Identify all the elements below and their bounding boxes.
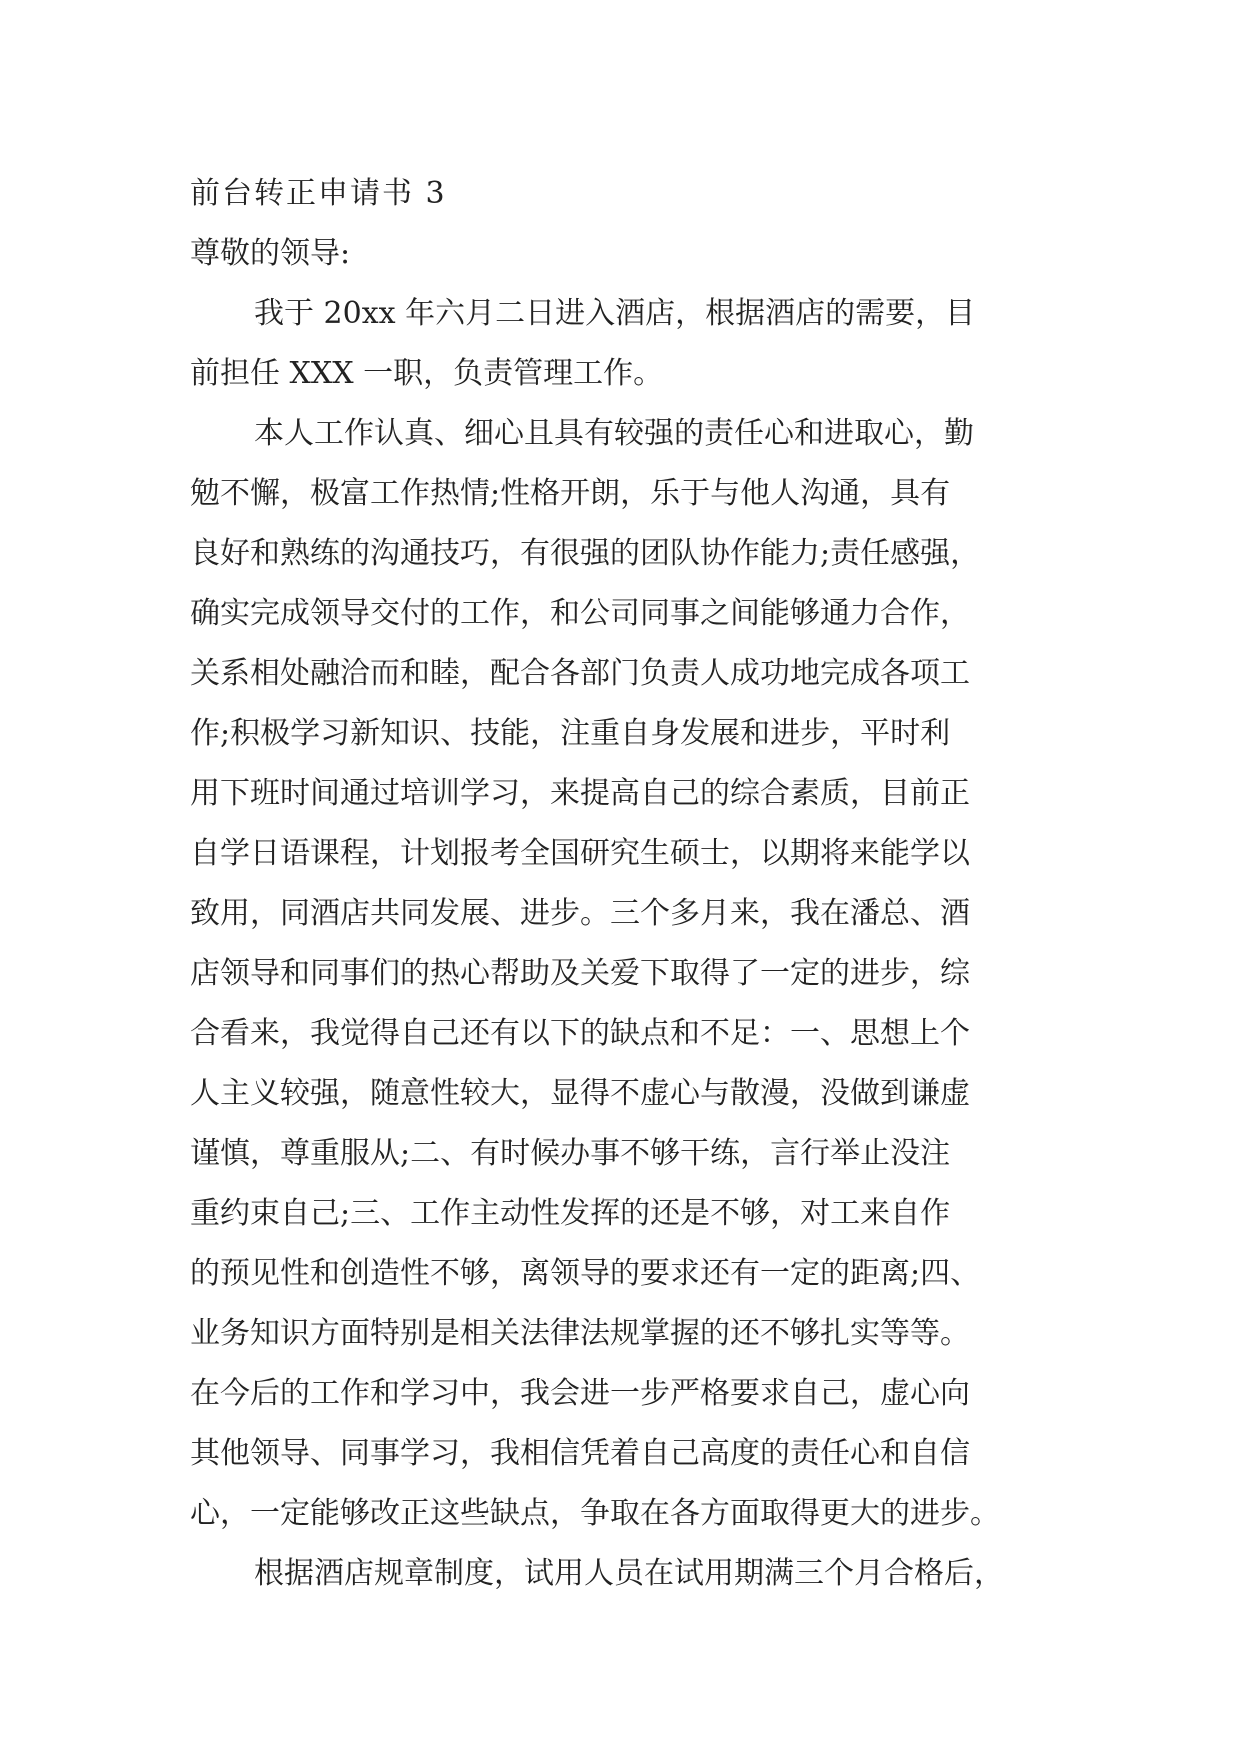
paragraph-line: 作;积极学习新知识、技能，注重自身发展和进步，平时利 [190, 716, 951, 751]
paragraph-line: 良好和熟练的沟通技巧，有很强的团队协作能力;责任感强， [190, 536, 981, 571]
document-title: 前台转正申请书 3 [190, 176, 447, 211]
paragraph-line: 勉不懈，极富工作热情;性格开朗，乐于与他人沟通，具有 [190, 476, 951, 511]
paragraph-line: 自学日语课程，计划报考全国研究生硕士，以期将来能学以 [190, 836, 970, 871]
paragraph-line: 合看来，我觉得自己还有以下的缺点和不足：一、思想上个 [190, 1016, 970, 1051]
paragraph-3 [190, 1544, 1070, 1604]
paragraph-line: 业务知识方面特别是相关法律法规掌握的还不够扎实等等。 [190, 1316, 970, 1351]
paragraph-line: 致用，同酒店共同发展、进步。三个多月来，我在潘总、酒 [190, 896, 970, 931]
paragraph-line: 关系相处融洽而和睦，配合各部门负责人成功地完成各项工 [190, 656, 970, 691]
paragraph-line: 在今后的工作和学习中，我会进一步严格要求自己，虚心向 [190, 1376, 970, 1411]
paragraph-line: 确实完成领导交付的工作，和公司同事之间能够通力合作， [190, 596, 970, 631]
paragraph-line: 前担任 XXX 一职，负责管理工作。 [190, 356, 664, 391]
paragraph-line: 用下班时间通过培训学习，来提高自己的综合素质，目前正 [190, 776, 970, 811]
paragraph-line: 其他领导、同事学习，我相信凭着自己高度的责任心和自信 [190, 1436, 970, 1471]
paragraph-line: 店领导和同事们的热心帮助及关爱下取得了一定的进步，综 [190, 956, 970, 991]
paragraph-line: 谨慎，尊重服从;二、有时候办事不够干练，言行举止没注 [190, 1136, 951, 1171]
paragraph-line: 的预见性和创造性不够，离领导的要求还有一定的距离;四、 [190, 1256, 981, 1291]
paragraph-line: 本人工作认真、细心且具有较强的责任心和进取心，勤 [254, 416, 974, 451]
document-body [190, 164, 1070, 1604]
paragraph-2 [190, 404, 1070, 1544]
paragraph-line: 心，一定能够改正这些缺点，争取在各方面取得更大的进步。 [190, 1496, 1000, 1531]
paragraph-line: 根据酒店规章制度，试用人员在试用期满三个月合格后， [254, 1556, 1004, 1591]
paragraph-1 [190, 284, 1070, 404]
paragraph-line: 我于 20xx 年六月二日进入酒店，根据酒店的需要，目 [254, 296, 976, 331]
paragraph-line: 人主义较强，随意性较大，显得不虚心与散漫，没做到谦虚 [190, 1076, 970, 1111]
salutation: 尊敬的领导: [190, 236, 351, 271]
paragraph-line: 重约束自己;三、工作主动性发挥的还是不够，对工来自作 [190, 1196, 951, 1231]
